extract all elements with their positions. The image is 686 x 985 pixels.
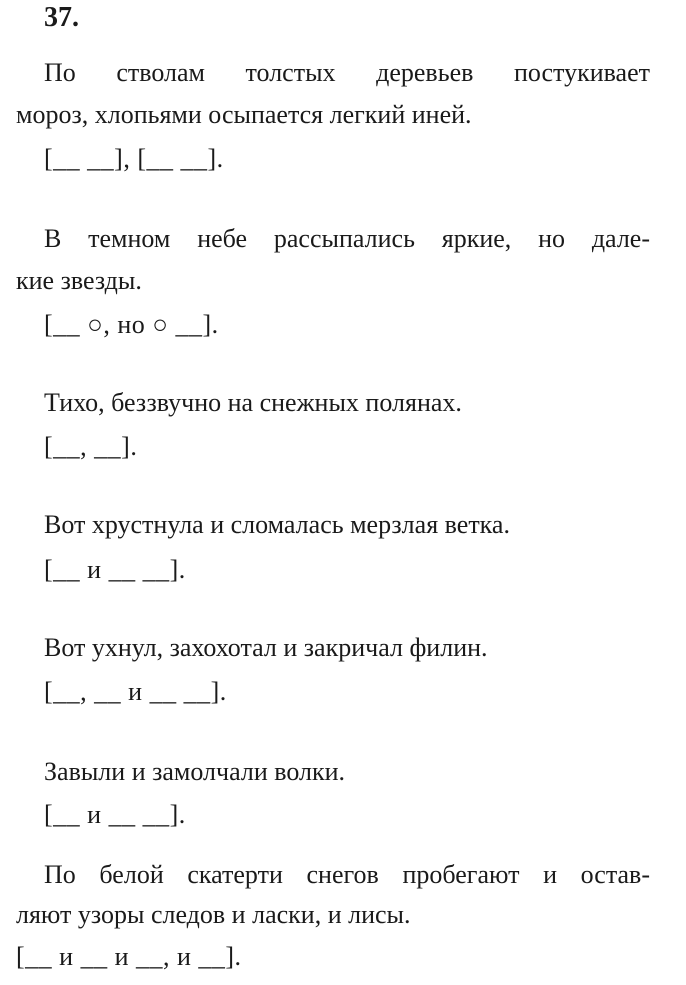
sentence-line: В темном небе рассыпались яркие, но дале- — [44, 224, 650, 253]
sentence-line: По белой скатерти снегов пробегают и остав- — [44, 860, 650, 889]
sentence-scheme: [__, __]. — [44, 432, 138, 461]
sentence-line: Тихо, беззвучно на снежных полянах. — [44, 388, 462, 417]
sentence-line: Вот ухнул, захохотал и закричал филин. — [44, 633, 488, 662]
sentence-scheme: [__ и __ __]. — [44, 555, 186, 584]
sentence-scheme: [__ и __ и __, и __]. — [16, 942, 242, 971]
sentence-scheme: [__ и __ __]. — [44, 800, 186, 829]
sentence-line: Завыли и замолчали волки. — [44, 757, 346, 786]
sentence-scheme: [__ __], [__ __]. — [44, 144, 224, 173]
exercise-number: 37. — [44, 2, 79, 33]
sentence-line: кие звезды. — [16, 266, 142, 295]
sentence-line: По стволам толстых деревьев постукивает — [44, 58, 650, 87]
sentence-line: мороз, хлопьями осыпается легкий иней. — [16, 100, 472, 129]
sentence-scheme: [__, __ и __ __]. — [44, 677, 227, 706]
sentence-line: ляют узоры следов и ласки, и лисы. — [16, 900, 411, 929]
sentence-line: Вот хрустнула и сломалась мерзлая ветка. — [44, 510, 510, 539]
sentence-scheme: [__ ○, но ○ __]. — [44, 310, 219, 339]
